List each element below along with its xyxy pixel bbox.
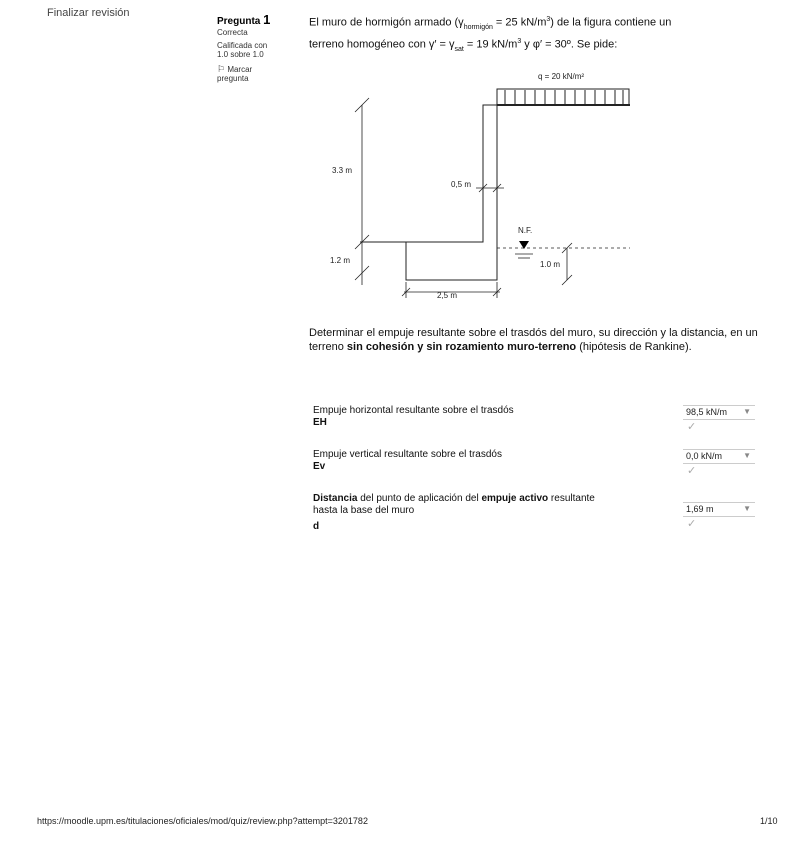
water-table	[497, 243, 630, 285]
answer-label-ev: Empuje vertical resultante sobre el trasdós Ev	[313, 449, 502, 472]
answer-label-eh: Empuje horizontal resultante sobre el trasdós EH	[313, 405, 514, 428]
chevron-down-icon: ▼	[743, 451, 751, 460]
flag-question[interactable]: ⚐ Marcar pregunta	[217, 64, 253, 83]
footer-page: 1/10	[760, 816, 778, 826]
base-width-label: 2,5 m	[437, 291, 458, 300]
flag-icon: ⚐	[217, 64, 226, 74]
surcharge-load	[497, 89, 629, 105]
select-eh[interactable]: 98,5 kN/m ▼	[683, 405, 755, 420]
question-grade: Calificada con 1.0 sobre 1.0	[217, 41, 268, 59]
thickness-dimension	[476, 184, 504, 192]
question-state: Correcta	[217, 28, 248, 37]
chevron-down-icon: ▼	[743, 504, 751, 513]
footer-url: https://moodle.upm.es/titulaciones/oficiales/mod/quiz/review.php?attempt=3201782	[37, 816, 368, 826]
checkmark-icon: ✓	[687, 518, 697, 530]
height-label: 3.3 m	[332, 166, 353, 175]
question-text: El muro de hormigón armado ($\gamma_{hormigón} = 25$ $kN/m^3$) de la figura contiene un terreno homogéneo con $\gamma' = \gamma_{sat} = 19$ $kN/m^3$ y φ′ = 30º. Se pide:	[309, 16, 672, 53]
wt-label: N.F.	[518, 226, 533, 235]
wt-depth-label: 1.0 m	[540, 260, 561, 269]
load-label: q = 20 kN/m²	[538, 72, 585, 81]
thickness-label: 0,5 m	[451, 180, 472, 189]
select-ev[interactable]: 0,0 kN/m ▼	[683, 449, 755, 464]
height-dimension	[355, 98, 369, 285]
task-text: Determinar el empuje resultante sobre el trasdós del muro, su dirección y la distancia, en un terreno sin cohesión y sin rozamiento muro-terreno (hipótesis de Rankine).	[309, 327, 758, 353]
wall-outline	[360, 105, 497, 280]
chevron-down-icon: ▼	[743, 407, 751, 416]
checkmark-icon: ✓	[687, 421, 697, 433]
load-arrows	[505, 90, 623, 105]
select-d[interactable]: 1,69 m ▼	[683, 502, 755, 517]
question-number: Pregunta 1	[217, 12, 271, 27]
answer-label-d: Distancia del punto de aplicación del empuje activo resultante hasta la base del muro d	[313, 493, 595, 532]
checkmark-icon: ✓	[687, 465, 697, 477]
question-info	[217, 12, 287, 83]
finish-review-link[interactable]: Finalizar revisión	[47, 7, 130, 19]
base-height-label: 1.2 m	[330, 256, 351, 265]
wall-figure	[300, 65, 640, 310]
